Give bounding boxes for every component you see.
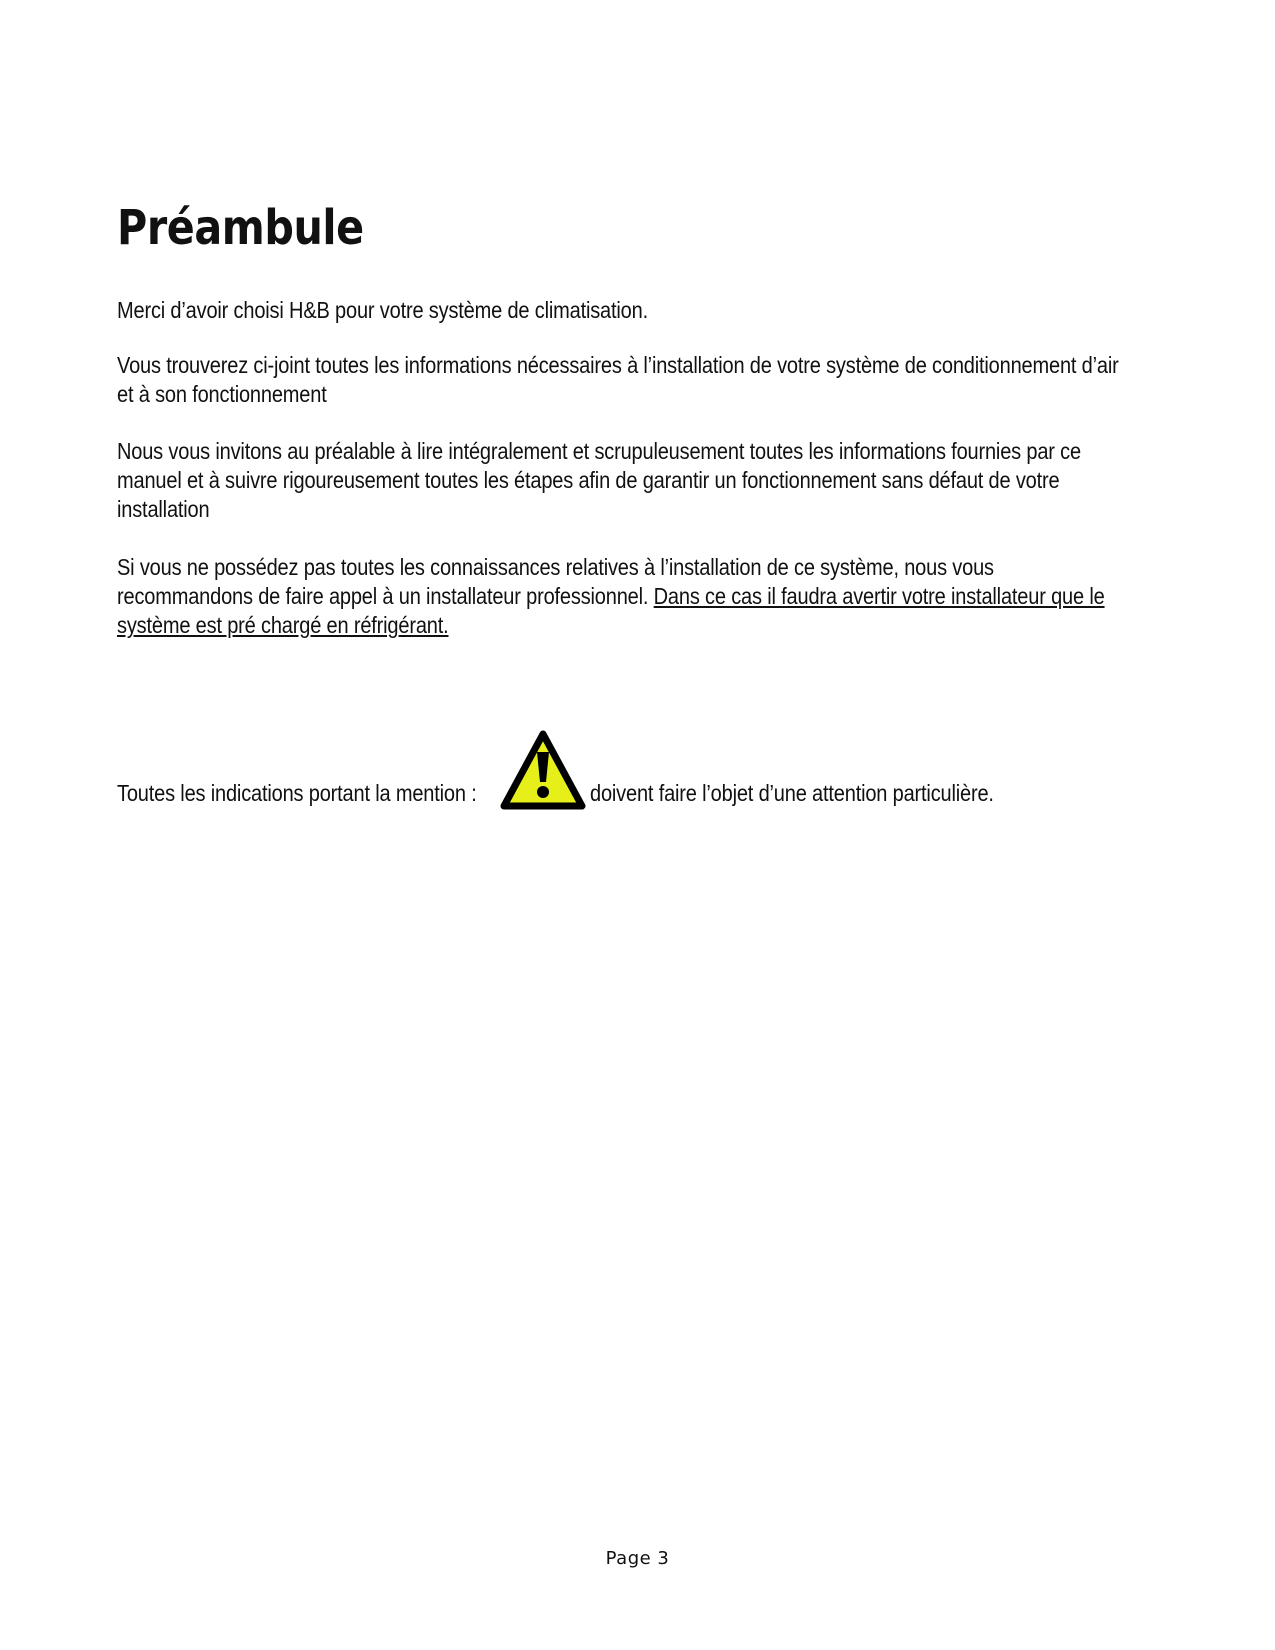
paragraph-read-instructions [117, 437, 1135, 524]
installer-advice-text: Si vous ne possédez pas toutes les connaissances relatives à l’installation de ce système, nous vous recommandons de faire appel à un installateur professionnel. [117, 554, 994, 609]
page-number: Page 3 [605, 1548, 670, 1569]
paragraph-thanks: Merci d’avoir choisi H&B pour votre système de climatisation. [117, 297, 648, 323]
paragraph-info: Vous trouverez ci-joint toutes les informations nécessaires à l’installation de votre système de conditionnement d’air et à son fonctionnement [117, 352, 1119, 407]
paragraph-installer-advice [117, 553, 1135, 640]
precharged-refrigerant-note: Dans ce cas il faudra avertir votre installateur que le système est pré chargé en réfrigérant. [117, 583, 1105, 638]
warning-triangle-icon [500, 730, 586, 810]
page-title: Préambule [117, 200, 364, 256]
warning-note [117, 720, 1054, 810]
warning-note-lead: Toutes les indications portant la mention : [117, 780, 477, 806]
paragraph-read-instructions-text: Nous vous invitons au préalable à lire intégralement et scrupuleusement toutes les informations fournies par ce manuel et à suivre rigoureusement toutes les étapes afin de garantir un fonctionnement sans défaut de votre installation [117, 438, 1081, 522]
warning-note-tail: doivent faire l’objet d’une attention particulière. [590, 780, 994, 806]
